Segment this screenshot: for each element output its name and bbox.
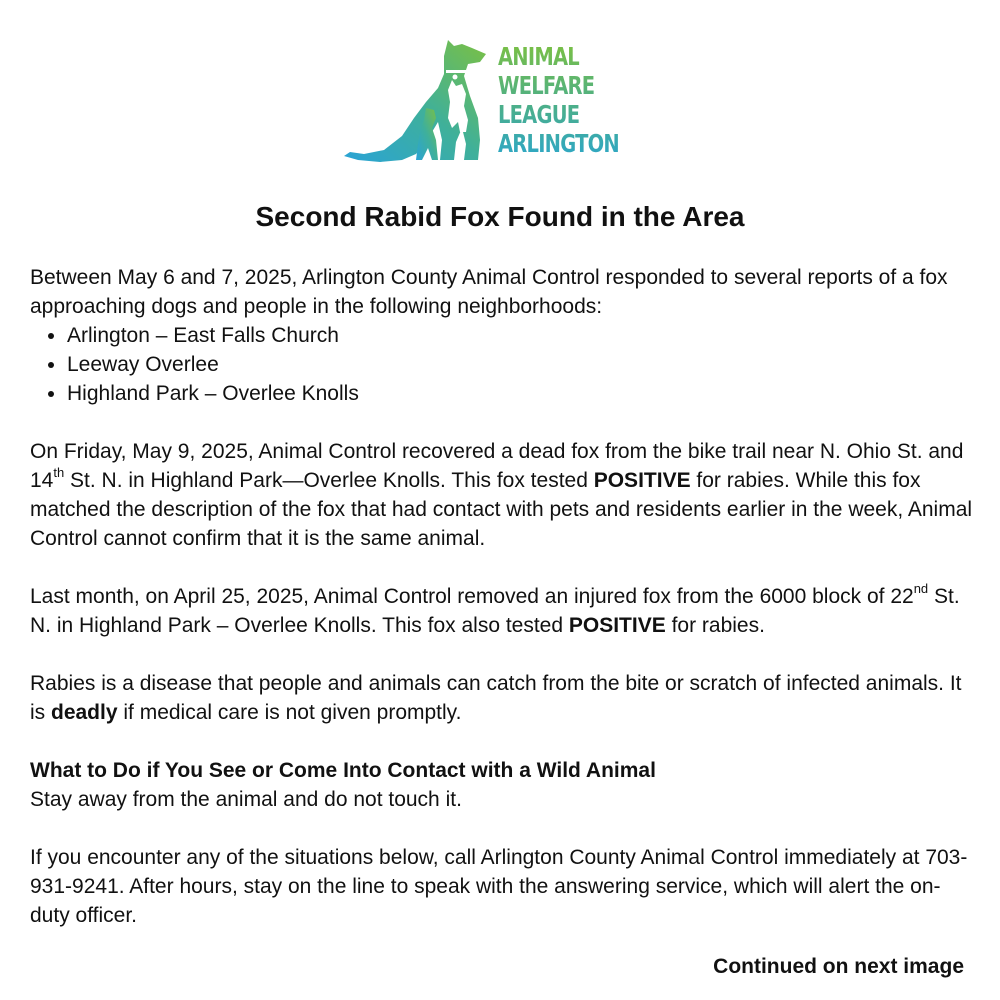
- contact-paragraph: If you encounter any of the situations below, call Arlington County Animal Control immediately at 703-931-9241. After hours, stay on the line to speak with the answering service, which will alert the on-duty officer.: [30, 846, 968, 927]
- text-span: for rabies.: [665, 614, 765, 637]
- text-span: St. N. in Highland Park – Overlee Knolls. This fox also tested: [30, 585, 960, 637]
- text-span: Last month, on April 25, 2025, Animal Control removed an injured fox from the 6000 block of 22: [30, 585, 914, 608]
- intro-paragraph: Between May 6 and 7, 2025, Arlington County Animal Control responded to several reports of a fox approaching dogs and people in the following neighborhoods:: [30, 266, 948, 318]
- ordinal-suffix: th: [53, 465, 65, 480]
- list-item: • Highland Park – Overlee Knolls: [67, 379, 975, 408]
- article-body: [30, 263, 975, 930]
- section-heading: [30, 756, 975, 785]
- injured-fox-paragraph: [30, 582, 975, 640]
- page-title: Second Rabid Fox Found in the Area: [255, 201, 745, 232]
- neighborhood-list: [30, 321, 975, 408]
- rabies-info-paragraph: [30, 669, 975, 727]
- ordinal-suffix: nd: [913, 581, 929, 596]
- section-text: Stay away from the animal and do not touch it.: [30, 788, 462, 811]
- awla-logo: [340, 36, 619, 164]
- logo-line-1: ANIMAL: [498, 42, 579, 71]
- positive-emphasis: POSITIVE: [593, 469, 691, 492]
- list-item: • Leeway Overlee: [67, 350, 975, 379]
- logo-line-3: [498, 100, 619, 129]
- text-span: St. N. in Highland Park—Overlee Knolls. This fox tested: [64, 469, 594, 492]
- dog-cat-puppy-silhouette-icon: [340, 36, 500, 164]
- deadly-emphasis: deadly: [51, 701, 118, 724]
- text-span: On Friday, May 9, 2025, Animal Control recovered a dead fox from the bike trail near N. Ohio St. and 14: [30, 440, 964, 492]
- text-span: Rabies is a disease that people and animals can catch from the bite or scratch of infected animals. It is: [30, 672, 962, 724]
- dead-fox-paragraph: [30, 437, 975, 553]
- logo-line-2: WELFARE: [498, 71, 595, 100]
- section-heading-text: What to Do if You See or Come Into Contact with a Wild Animal: [30, 759, 656, 782]
- text-span: for rabies. While this fox matched the description of the fox that had contact with pets and residents earlier in the week, Animal Control cannot confirm that it is the same animal.: [30, 469, 973, 550]
- continued-note: Continued on next image: [713, 955, 964, 978]
- list-item: • Arlington – East Falls Church: [67, 321, 975, 350]
- logo-wordmark: [498, 42, 619, 158]
- positive-emphasis: POSITIVE: [568, 614, 666, 637]
- logo-line-3-small: OF: [579, 110, 594, 124]
- logo-line-3-main: LEAGUE: [498, 100, 580, 129]
- text-span: if medical care is not given promptly.: [117, 701, 462, 724]
- logo-line-4: ARLINGTON: [498, 129, 619, 158]
